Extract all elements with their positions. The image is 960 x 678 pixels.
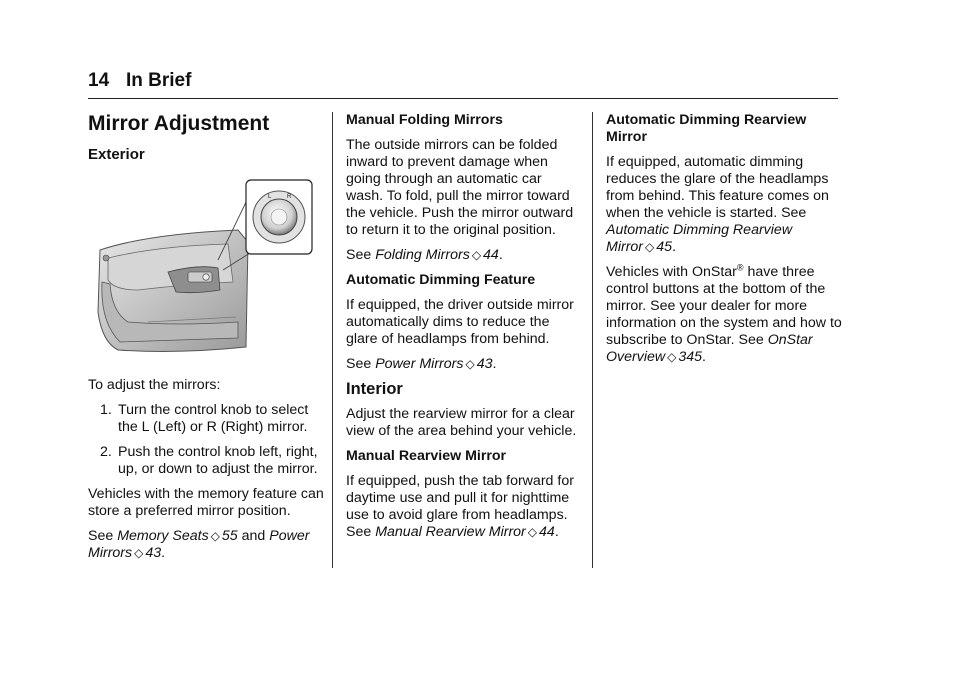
ref-link[interactable]: Power Mirrors [375, 356, 464, 372]
page-reference-arrow-icon: ◇ [210, 529, 220, 543]
heading-manual-rearview: Manual Rearview Mirror [346, 448, 507, 464]
folding-see-ref: See Folding Mirrors ◇ 44. [346, 247, 503, 263]
page-reference-arrow-icon: ◇ [471, 248, 482, 262]
steps-list [88, 402, 328, 478]
dimming-see-ref: See Power Mirrors ◇ 43. [346, 356, 497, 372]
page-number: 14 [88, 70, 110, 91]
column-divider-1 [332, 112, 333, 568]
ref-link[interactable]: Manual Rearview Mirror [375, 524, 526, 540]
dimming-text: If equipped, the driver outside mirror automatically dims to reduce the glare of headlamps from behind. [346, 297, 574, 347]
page-header [88, 70, 191, 92]
memory-text: Vehicles with the memory feature can store a preferred mirror position. [88, 486, 324, 519]
knob-label-left: L [268, 194, 272, 200]
folding-text: The outside mirrors can be folded inward to prevent damage when going through an automatic car wash. To fold, pull the mirror toward the vehicle. Push the mirror outward to return it to the original position. [346, 137, 574, 238]
ref-link[interactable]: Memory Seats [117, 528, 209, 544]
page-reference-arrow-icon: ◇ [134, 546, 144, 560]
heading-manual-folding: Manual Folding Mirrors [346, 112, 503, 128]
mirror-control-illustration [88, 172, 318, 357]
page-reference-arrow-icon: ◇ [667, 350, 677, 364]
ref-link[interactable]: Automatic Dimming Rearview Mirror [606, 222, 793, 255]
knob-label-right: R [287, 194, 292, 200]
page-reference-arrow-icon: ◇ [527, 525, 538, 539]
subsection-exterior: Exterior [88, 146, 145, 163]
column-3 [606, 112, 842, 374]
section-title: In Brief [126, 70, 192, 91]
heading-auto-dimming: Automatic Dimming Feature [346, 272, 536, 288]
list-item: 1. Turn the control knob to select the L (Left) or R (Right) mirror. [100, 402, 309, 435]
intro-text: To adjust the mirrors: [88, 377, 221, 393]
manual-rearview-text: If equipped, push the tab forward for daytime use and pull it for nighttime use to avoid glare from headlamps. See Manual Rearview Mirror ◇ 44. [346, 473, 574, 540]
page-title: Mirror Adjustment [88, 112, 270, 135]
auto-dimming-rearview-text: If equipped, automatic dimming reduces the glare of the headlamps from behind. This feature comes on when the vehicle is started. See Automatic Dimming Rearview Mirror ◇ 45. [606, 154, 829, 255]
heading-auto-dimming-rearview: Automatic Dimming Rearview Mirror [606, 112, 807, 145]
column-divider-2 [592, 112, 593, 568]
onstar-text: Vehicles with OnStar® have three control buttons at the bottom of the mirror. See your dealer for more information on the system and how to subscribe to OnStar. See OnStar Overview ◇ 345. [606, 262, 842, 365]
page-reference-arrow-icon: ◇ [465, 357, 475, 371]
header-rule [88, 98, 838, 99]
subsection-interior: Interior [346, 380, 403, 398]
ref-link[interactable]: Folding Mirrors [375, 247, 470, 263]
memory-see-ref: See Memory Seats ◇ 55 and Power Mirrors ◇ 43. [88, 528, 310, 561]
interior-text: Adjust the rearview mirror for a clear view of the area behind your vehicle. [346, 406, 577, 439]
registered-mark: ® [736, 262, 744, 273]
column-2 [346, 112, 582, 549]
list-item: 2. Push the control knob left, right, up, or down to adjust the mirror. [100, 444, 318, 477]
ref-link[interactable]: OnStar Overview [606, 332, 813, 365]
page-reference-arrow-icon: ◇ [645, 240, 655, 254]
ref-link[interactable]: Power Mirrors [88, 528, 310, 561]
